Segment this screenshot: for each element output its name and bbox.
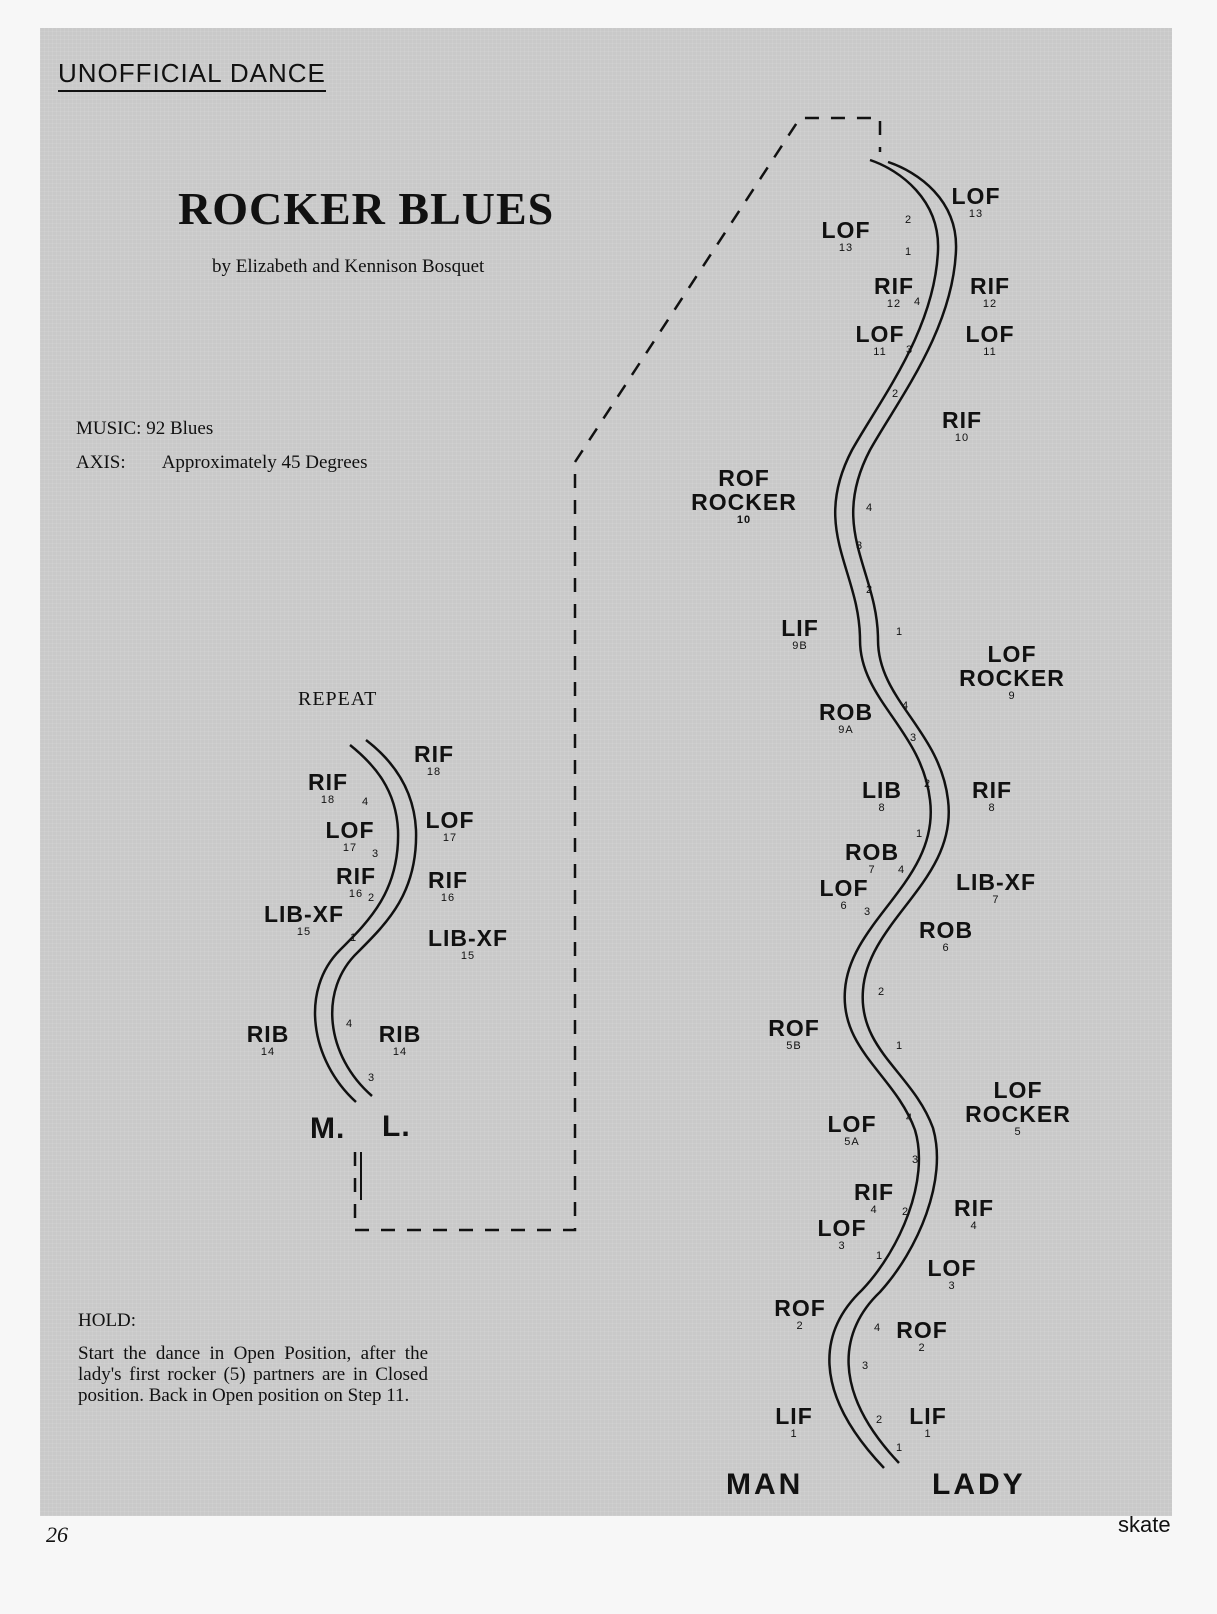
music-label: MUSIC: xyxy=(76,418,142,439)
count-mark: 4 xyxy=(906,1112,913,1124)
step-label: ROB 7 xyxy=(844,839,900,876)
count-mark: 1 xyxy=(876,1250,883,1262)
lady-label: LADY xyxy=(932,1468,1026,1501)
count-mark: 3 xyxy=(912,1154,919,1166)
man-label: MAN xyxy=(726,1468,804,1501)
count-mark: 2 xyxy=(905,214,912,226)
count-mark: 1 xyxy=(905,246,912,258)
step-label: LOF 5A xyxy=(827,1111,877,1148)
step-label: ROB 9A xyxy=(818,699,874,736)
step-label: LOF ROCKER 9 xyxy=(959,641,1065,702)
step-label: RIF 12 xyxy=(969,273,1011,310)
step-label: LOF 13 xyxy=(821,217,871,254)
count-mark: 3 xyxy=(864,906,871,918)
hold-text: Start the dance in Open Position, after the lady's first rocker (5) partners are in Closed position. Back in Open position on Step 11. xyxy=(78,1343,428,1406)
step-label: RIF 12 xyxy=(873,273,915,310)
count-mark: 2 xyxy=(876,1414,883,1426)
count-mark: 4 xyxy=(898,864,905,876)
count-mark: 3 xyxy=(906,344,913,356)
step-label: RIF 4 xyxy=(953,1195,995,1232)
step-label: RIF 4 xyxy=(853,1179,895,1216)
step-label: LIB-XF 15 xyxy=(263,901,345,938)
repeat-man-label: M. xyxy=(310,1112,346,1145)
count-mark: 3 xyxy=(372,848,379,860)
step-label: LIF 1 xyxy=(909,1403,947,1440)
magazine-name: skate xyxy=(1118,1512,1171,1537)
hold-label: HOLD: xyxy=(78,1310,137,1331)
count-mark: 4 xyxy=(346,1018,353,1030)
count-mark: 1 xyxy=(896,626,903,638)
step-label: LOF 3 xyxy=(817,1215,867,1252)
step-label: LOF 11 xyxy=(855,321,905,358)
step-label: LIF 9B xyxy=(781,615,819,652)
step-label: ROF 2 xyxy=(896,1317,948,1354)
step-label: RIF 18 xyxy=(413,741,455,778)
count-mark: 3 xyxy=(862,1360,869,1372)
count-mark: 4 xyxy=(362,796,369,808)
step-label: LOF ROCKER 5 xyxy=(965,1077,1071,1138)
count-mark: 2 xyxy=(902,1206,909,1218)
count-mark: 2 xyxy=(866,584,873,596)
count-mark: 4 xyxy=(866,502,873,514)
repeat-connector-dashed xyxy=(355,118,880,1230)
count-mark: 3 xyxy=(910,732,917,744)
step-label: ROB 6 xyxy=(918,917,974,954)
count-mark: 2 xyxy=(878,986,885,998)
page-number: 26 xyxy=(46,1522,68,1547)
step-label: RIF 10 xyxy=(941,407,983,444)
count-mark: 4 xyxy=(902,700,909,712)
section-label: UNOFFICIAL DANCE xyxy=(58,58,326,92)
step-label: RIB 14 xyxy=(246,1021,290,1058)
step-label: LOF 3 xyxy=(927,1255,977,1292)
step-label: LOF 13 xyxy=(951,183,1001,220)
count-mark: 3 xyxy=(856,540,863,552)
axis-value: Approximately 45 Degrees xyxy=(161,452,368,473)
count-mark: 1 xyxy=(896,1442,903,1454)
step-label: LIF 1 xyxy=(775,1403,813,1440)
step-label: RIF 8 xyxy=(971,777,1013,814)
step-label: LIB-XF 7 xyxy=(955,869,1037,906)
axis-label: AXIS: xyxy=(76,452,126,473)
count-mark: 1 xyxy=(896,1040,903,1052)
count-mark: 1 xyxy=(916,828,923,840)
count-mark: 4 xyxy=(874,1322,881,1334)
step-label: ROF 5B xyxy=(768,1015,820,1052)
count-mark: 3 xyxy=(368,1072,375,1084)
step-label: RIF 16 xyxy=(335,863,377,900)
dance-title: ROCKER BLUES xyxy=(178,183,555,234)
count-mark: 2 xyxy=(368,892,375,904)
repeat-heading: REPEAT xyxy=(298,688,378,710)
byline: by Elizabeth and Kennison Bosquet xyxy=(212,256,485,277)
step-label: LIB 8 xyxy=(861,777,903,814)
step-label: ROF 2 xyxy=(774,1295,826,1332)
step-label: ROF ROCKER 10 xyxy=(691,465,797,526)
step-label: RIB 14 xyxy=(378,1021,422,1058)
count-mark: 2 xyxy=(892,388,899,400)
step-label: LOF 11 xyxy=(965,321,1015,358)
step-label: LIB-XF 15 xyxy=(427,925,509,962)
music-value: 92 Blues xyxy=(146,418,214,439)
count-mark: 4 xyxy=(914,296,921,308)
step-label: RIF 16 xyxy=(427,867,469,904)
count-mark: 1 xyxy=(350,932,357,944)
step-label: RIF 18 xyxy=(307,769,349,806)
step-label: LOF 17 xyxy=(425,807,475,844)
step-label: LOF 17 xyxy=(325,817,375,854)
repeat-lady-label: L. xyxy=(382,1110,411,1143)
step-label: LOF 6 xyxy=(819,875,869,912)
count-mark: 2 xyxy=(924,778,931,790)
